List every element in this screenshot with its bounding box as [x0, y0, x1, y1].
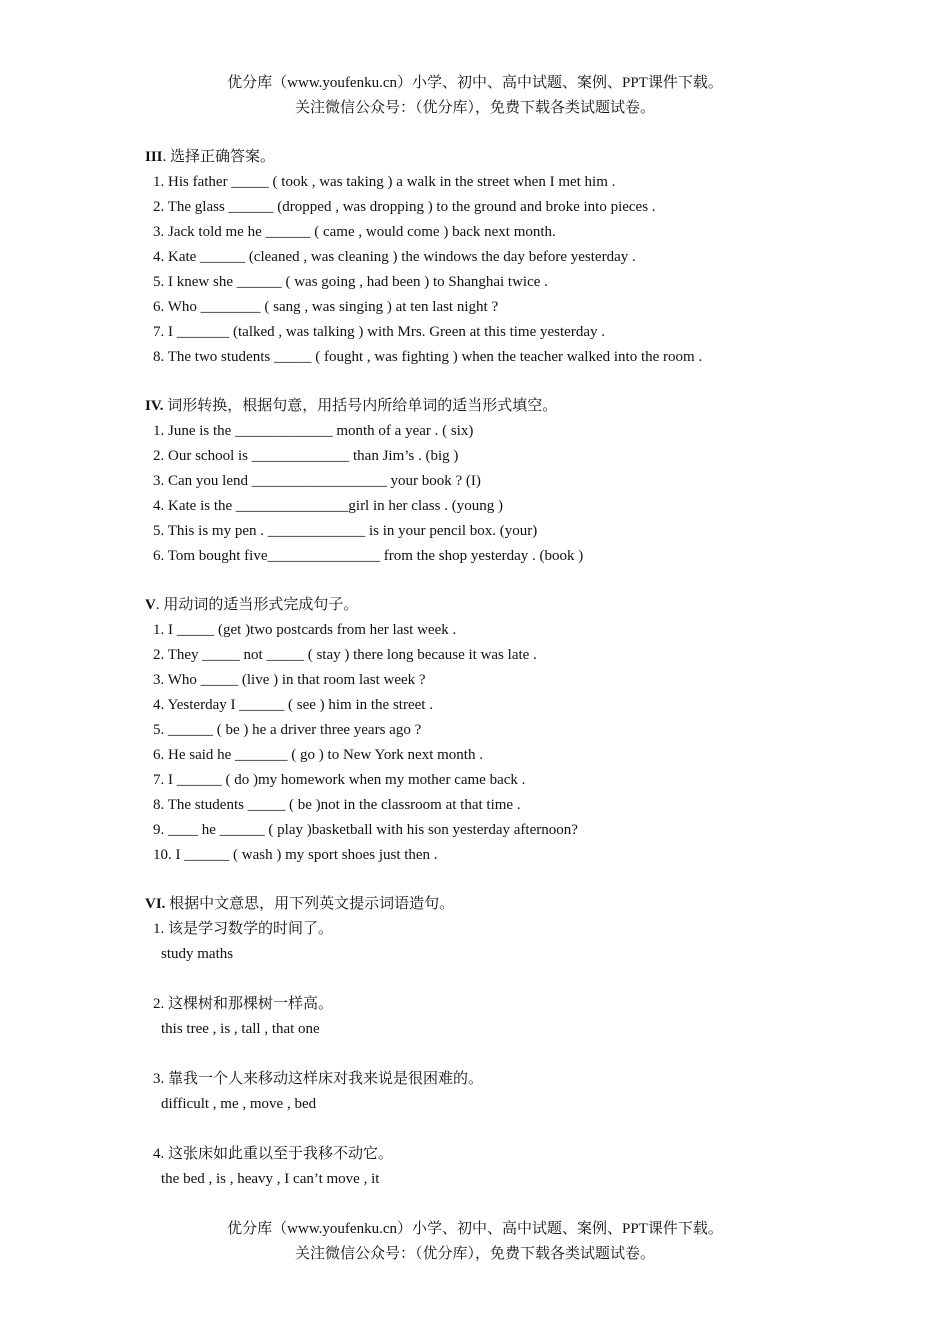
section-iii-heading [145, 145, 865, 170]
translation-hint: difficult , me , move , bed [161, 1096, 317, 1112]
question-item: 2. The glass ______ (dropped , was dropping ) to the ground and broke into pieces . [153, 199, 656, 215]
translation-hint: study maths [161, 946, 234, 962]
question-item: 8. The students _____ ( be )not in the classroom at that time . [153, 797, 521, 813]
question-item: 10. I ______ ( wash ) my sport shoes just then . [153, 847, 438, 863]
question-item: 5. ______ ( be ) he a driver three years ago ? [153, 722, 422, 738]
question-item: 3. Who _____ (live ) in that room last week ? [153, 672, 426, 688]
section-vi [145, 892, 865, 1192]
question-item: 5. This is my pen . _____________ is in your pencil box. (your) [153, 523, 538, 539]
section-iv [145, 394, 865, 569]
translation-question: 1. 该是学习数学的时间了。 [153, 921, 334, 937]
translation-question: 4. 这张床如此重以至于我移不动它。 [153, 1146, 394, 1162]
section-v-title: . 用动词的适当形式完成句子。 [155, 597, 359, 613]
question-item: 1. His father _____ ( took , was taking ) a walk in the street when I met him . [153, 174, 616, 190]
question-item: 6. He said he _______ ( go ) to New York next month . [153, 747, 483, 763]
section-iv-number: IV. [145, 398, 164, 414]
question-item: 2. Our school is _____________ than Jim’s . (big ) [153, 448, 459, 464]
section-iv-heading [145, 394, 865, 419]
section-vi-heading [145, 892, 865, 917]
page-header [0, 71, 950, 121]
question-item: 7. I ______ ( do )my homework when my mother came back . [153, 772, 526, 788]
question-item: 6. Who ________ ( sang , was singing ) at ten last night ? [153, 299, 499, 315]
section-vi-number: VI. [145, 896, 166, 912]
page-footer [0, 1217, 950, 1267]
footer-line-2: 关注微信公众号：（优分库），免费下载各类试题试卷。 [294, 1246, 655, 1262]
question-item: 3. Can you lend __________________ your book ? (I) [153, 473, 481, 489]
question-item: 1. June is the _____________ month of a year . ( six) [153, 423, 474, 439]
question-item: 8. The two students _____ ( fought , was fighting ) when the teacher walked into the room . [153, 349, 703, 365]
section-iv-title: 词形转换，根据句意，用括号内所给单词的适当形式填空。 [163, 398, 558, 414]
section-v [145, 593, 865, 868]
translation-question: 2. 这棵树和那棵树一样高。 [153, 996, 334, 1012]
section-iii-number: III [145, 149, 163, 165]
question-item: 7. I _______ (talked , was talking ) with Mrs. Green at this time yesterday . [153, 324, 605, 340]
question-item: 2. They _____ not _____ ( stay ) there long because it was late . [153, 647, 537, 663]
question-item: 1. I _____ (get )two postcards from her last week . [153, 622, 457, 638]
question-item: 5. I knew she ______ ( was going , had been ) to Shanghai twice . [153, 274, 548, 290]
section-iii [145, 145, 865, 370]
section-vi-title: 根据中文意思，用下列英文提示词语造句。 [165, 896, 455, 912]
question-item: 4. Yesterday I ______ ( see ) him in the street . [153, 697, 433, 713]
translation-hint: the bed , is , heavy , I can’t move , it [161, 1171, 380, 1187]
header-line-1: 优分库（www.youfenku.cn）小学、初中、高中试题、案例、PPT课件下载。 [227, 75, 723, 91]
section-iii-title: . 选择正确答案。 [162, 149, 276, 165]
question-item: 4. Kate is the _______________girl in her class . (young ) [153, 498, 503, 514]
question-item: 4. Kate ______ (cleaned , was cleaning ) the windows the day before yesterday . [153, 249, 636, 265]
footer-line-1: 优分库（www.youfenku.cn）小学、初中、高中试题、案例、PPT课件下载。 [227, 1221, 723, 1237]
section-v-heading [145, 593, 865, 618]
question-item: 9. ____ he ______ ( play )basketball with his son yesterday afternoon? [153, 822, 578, 838]
header-line-2: 关注微信公众号：（优分库），免费下载各类试题试卷。 [294, 100, 655, 116]
translation-hint: this tree , is , tall , that one [161, 1021, 320, 1037]
question-item: 6. Tom bought five_______________ from the shop yesterday . (book ) [153, 548, 584, 564]
section-v-number: V [145, 597, 156, 613]
question-item: 3. Jack told me he ______ ( came , would come ) back next month. [153, 224, 556, 240]
translation-question: 3. 靠我一个人来移动这样床对我来说是很困难的。 [153, 1071, 484, 1087]
